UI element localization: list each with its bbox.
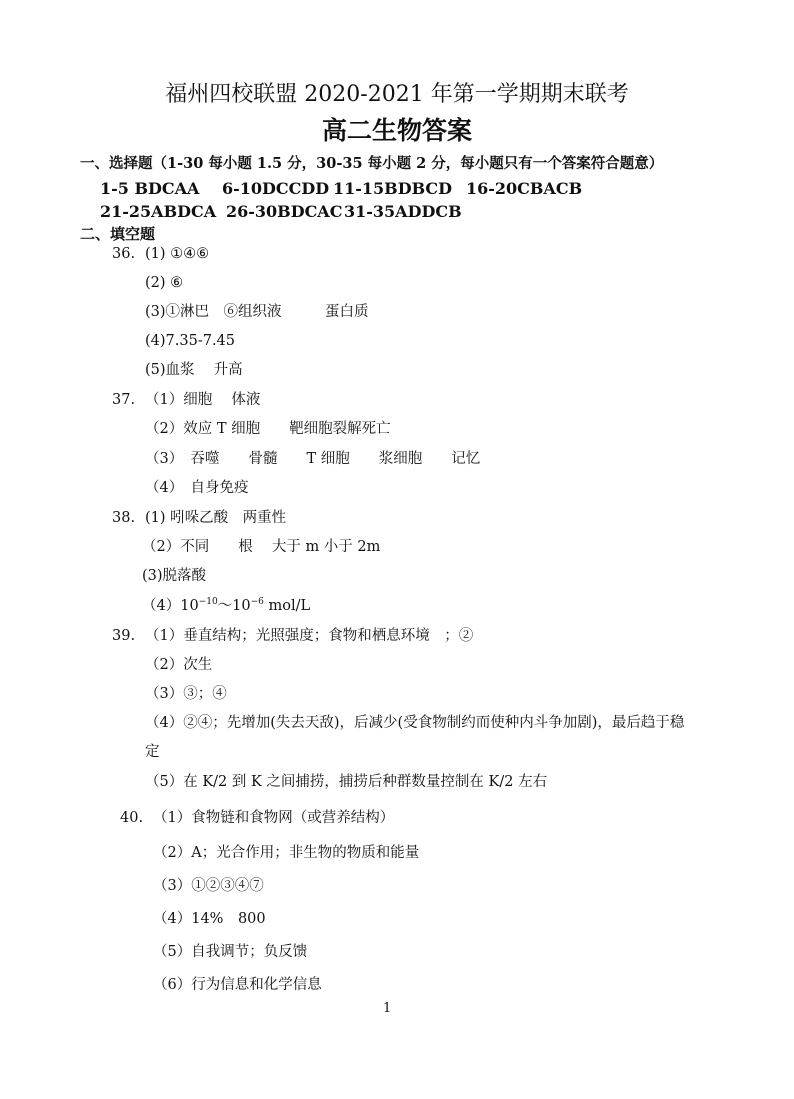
q36-number: 36.	[112, 246, 136, 262]
section2-heading: 二、填空题	[80, 225, 156, 243]
q39-number: 39.	[112, 628, 136, 644]
q39-answer-4-continued: 定	[145, 744, 160, 760]
mc-answer-31-35: 31-35ADDCB	[344, 202, 462, 221]
q36-answer-2: (2) ⑥	[145, 275, 184, 291]
mc-answer-21-25: 21-25ABDCA	[100, 202, 217, 221]
mc-answer-16-20: 16-20CBACB	[466, 179, 583, 198]
q36-answer-4: (4)7.35-7.45	[145, 333, 236, 349]
q38-answer-4-unit: mol/L	[263, 597, 311, 614]
q40-answer-1: （1）食物链和食物网（或营养结构）	[153, 810, 395, 826]
q36-answer-3: (3)①淋巴 ⑥组织液 蛋白质	[145, 304, 369, 320]
q38-answer-3: (3)脱落酸	[142, 568, 207, 584]
q38-answer-4	[142, 598, 310, 613]
q39-answer-3: （3）③；④	[145, 686, 227, 702]
document-subtitle: 高二生物答案	[321, 116, 472, 145]
q40-answer-2: （2）A；光合作用；非生物的物质和能量	[153, 845, 420, 861]
q38-answer-4-prefix: （4）10	[142, 597, 199, 614]
q36-answer-5: (5)血浆 升高	[145, 362, 243, 378]
q38-answer-1: (1) 吲哚乙酸 两重性	[145, 510, 287, 526]
q38-exponent-2: −6	[250, 597, 264, 607]
q40-answer-4: （4）14% 800	[153, 911, 266, 927]
q37-answer-1: （1）细胞 体液	[145, 392, 261, 408]
q36-answer-1: (1) ①④⑥	[145, 246, 210, 262]
q37-answer-3: （3） 吞噬 骨髓 T 细胞 浆细胞 记忆	[145, 451, 481, 467]
q40-answer-6: （6）行为信息和化学信息	[153, 977, 322, 993]
section1-heading: 一、选择题（1-30 每小题 1.5 分，30-35 每小题 2 分，每小题只有一个答案符合题意）	[80, 155, 664, 172]
mc-answer-6-10: 6-10DCCDD	[222, 179, 330, 198]
q40-number: 40.	[120, 810, 144, 826]
q39-answer-5: （5）在 K/2 到 K 之间捕捞，捕捞后种群数量控制在 K/2 左右	[145, 774, 548, 790]
q38-answer-4-mid: ～10	[217, 597, 251, 614]
q38-answer-2: （2）不同 根 大于 m 小于 2m	[142, 539, 381, 555]
q39-answer-1: （1）垂直结构；光照强度；食物和栖息环境 ；②	[145, 628, 474, 644]
q40-answer-3: （3）①②③④⑦	[153, 878, 264, 894]
q38-exponent-1: −10	[198, 597, 218, 607]
document-title: 福州四校联盟 2020-2021 年第一学期期末联考	[165, 82, 629, 107]
mc-answer-1-5: 1-5 BDCAA	[100, 179, 200, 198]
mc-answer-26-30: 26-30BDCAC	[226, 202, 343, 221]
page-number: 1	[383, 1001, 392, 1016]
q39-answer-2: （2）次生	[145, 657, 213, 673]
q39-answer-4: （4）②④；先增加(失去天敌)，后减少(受食物制约而使种内斗争加剧)，最后趋于稳	[145, 715, 685, 731]
q37-answer-4: （4） 自身免疫	[145, 480, 249, 496]
q37-answer-2: （2）效应 T 细胞 靶细胞裂解死亡	[145, 421, 391, 437]
q38-number: 38.	[112, 510, 136, 526]
q37-number: 37.	[112, 392, 136, 408]
mc-answer-11-15: 11-15BDBCD	[333, 179, 452, 198]
q40-answer-5: （5）自我调节；负反馈	[153, 944, 308, 960]
